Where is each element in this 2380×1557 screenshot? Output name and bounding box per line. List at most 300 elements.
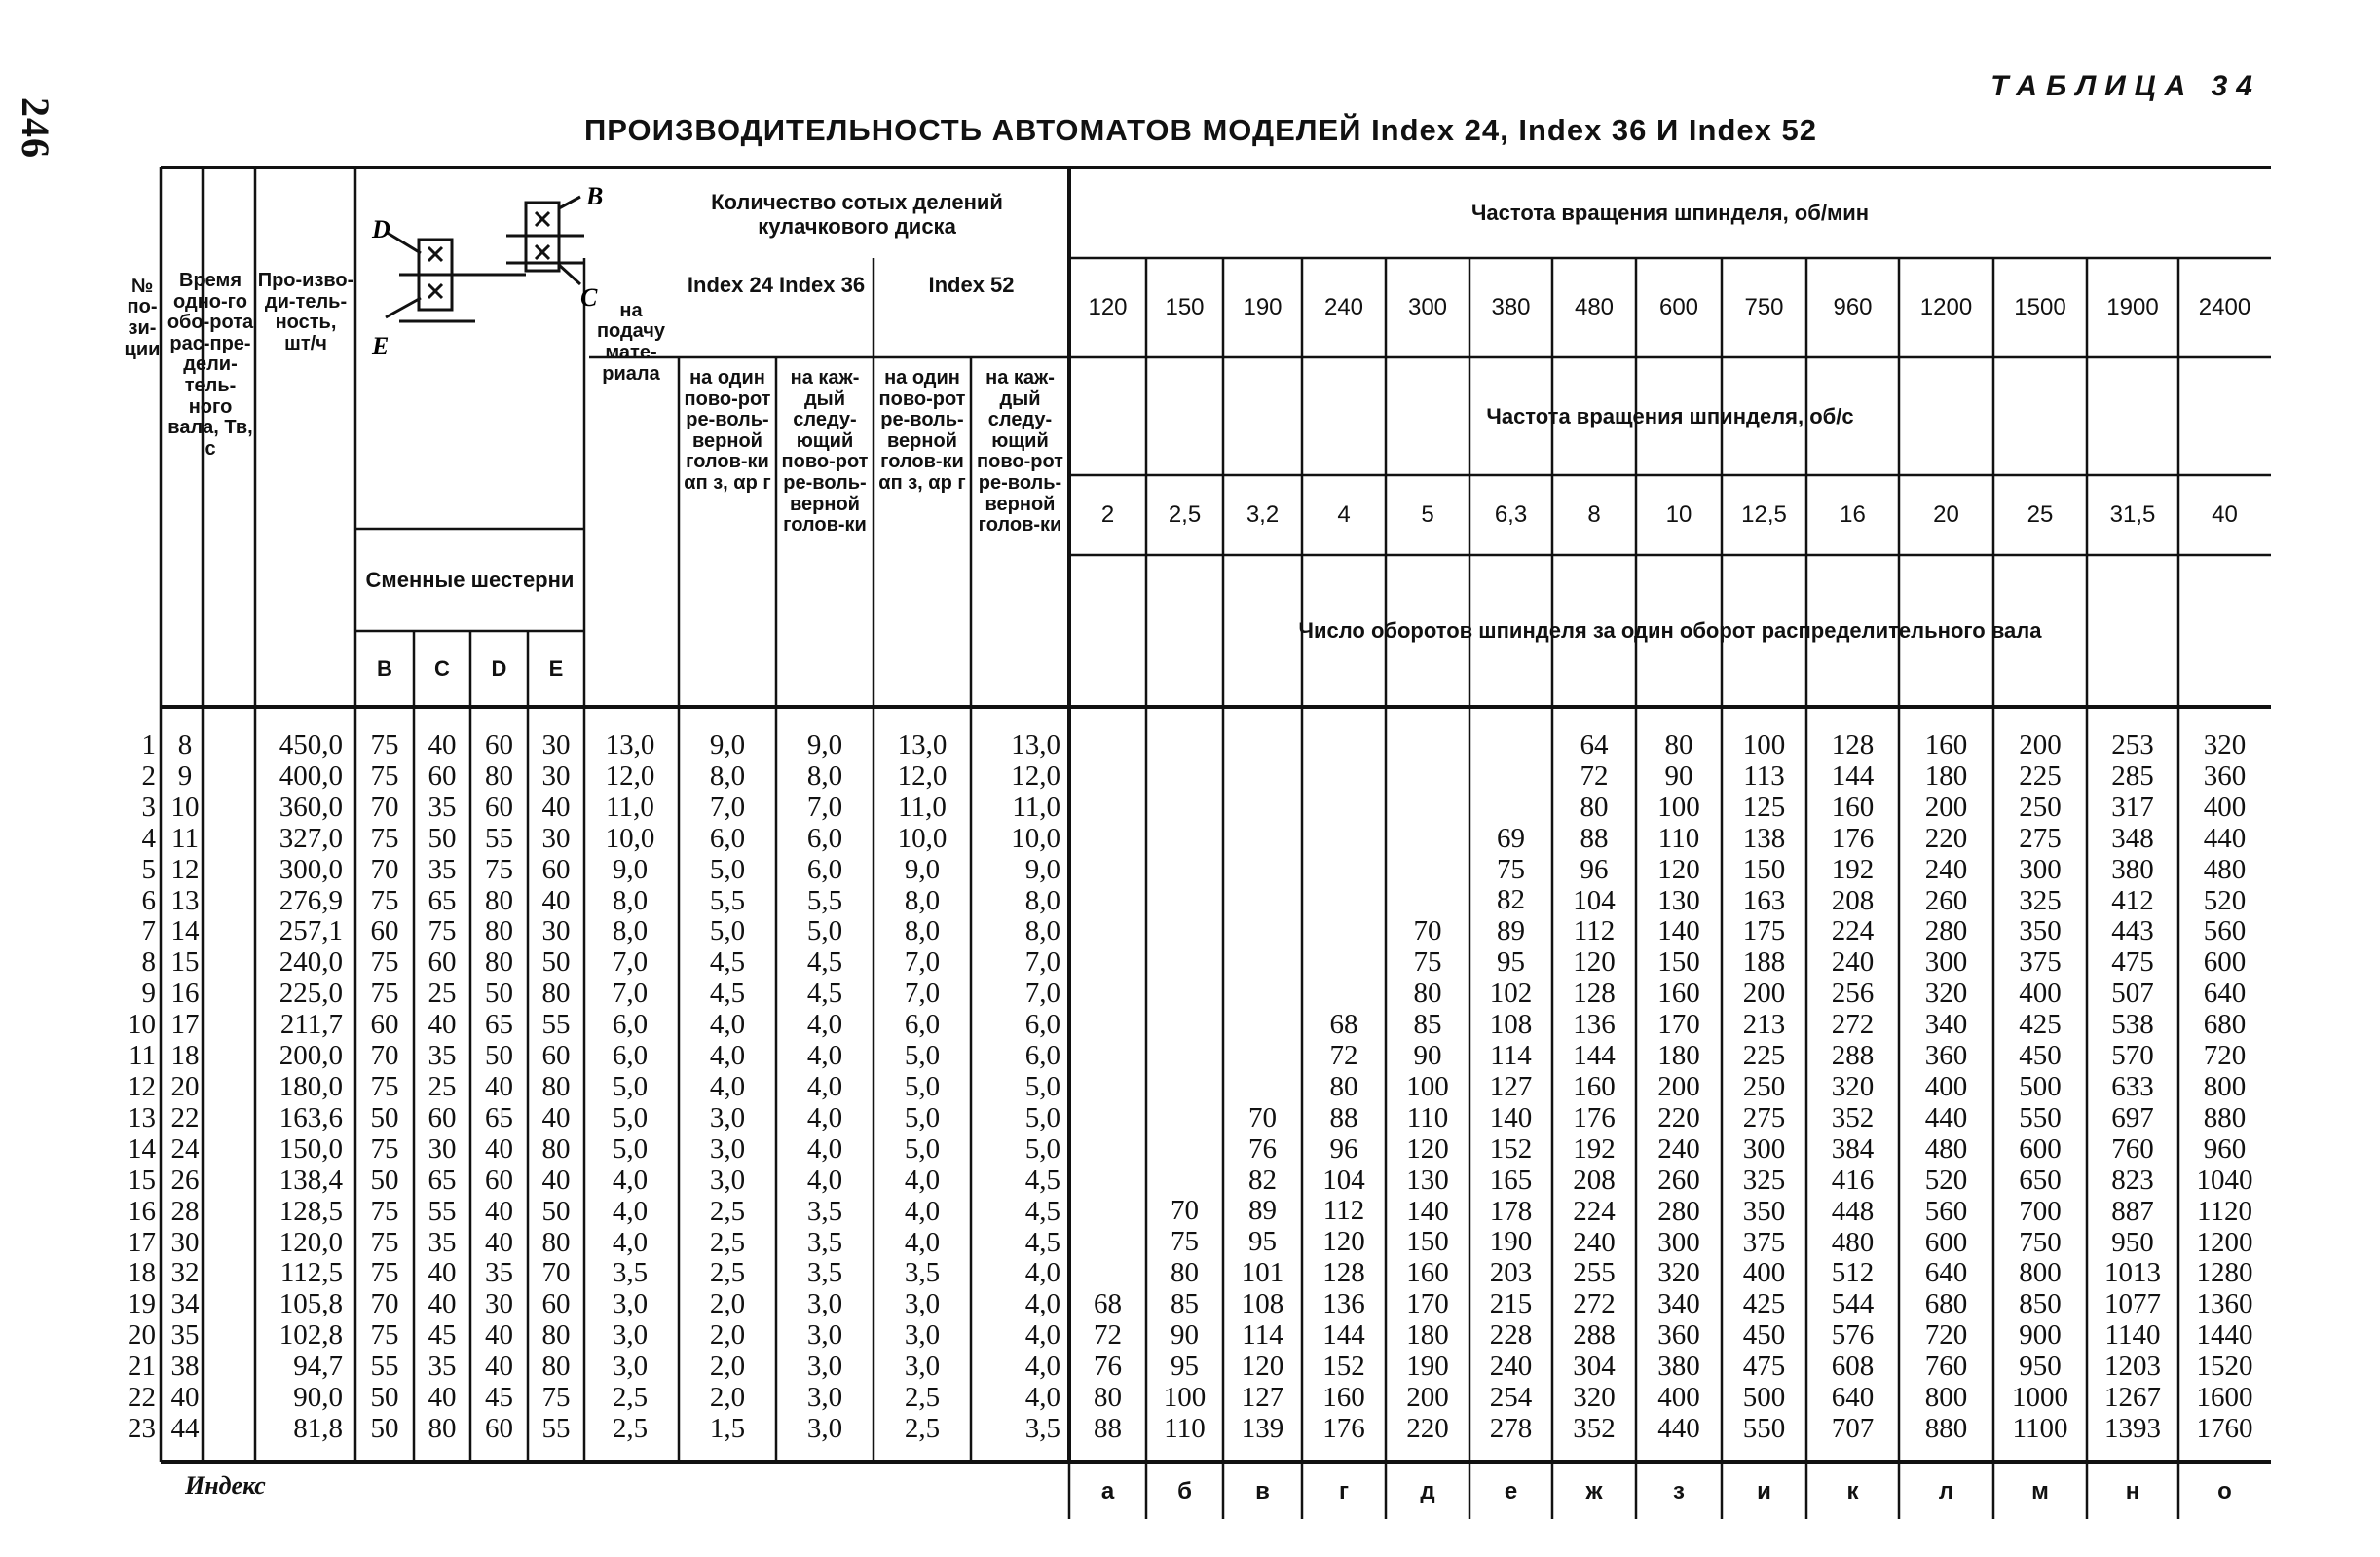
table-cell: 3,5 — [904, 1257, 941, 1289]
table-cell: 40 — [541, 1164, 571, 1196]
table-cell: 128 — [1573, 978, 1616, 1010]
header-speed-rpm: Частота вращения шпинделя, об/мин — [1470, 200, 1870, 225]
table-cell: 68 — [1329, 1009, 1358, 1041]
table-cell: 80 — [541, 1226, 571, 1258]
table-cell: 75 — [1497, 853, 1525, 885]
table-cell: 480 — [2203, 853, 2247, 885]
table-cell: 30 — [428, 1132, 457, 1165]
table-cell: 2,5 — [709, 1226, 746, 1258]
table-cell: 900 — [2019, 1319, 2062, 1352]
table-cell: 300 — [1742, 1132, 1786, 1165]
table-cell: 1267 — [2104, 1382, 2161, 1414]
table-cell: 65 — [428, 1164, 457, 1196]
table-cell: 9,0 — [709, 729, 746, 760]
col-gear-d — [472, 730, 526, 1445]
table-cell: 5,0 — [612, 1101, 649, 1133]
col-next-turn-24 — [778, 730, 872, 1445]
table-cell: 35 — [170, 1319, 200, 1352]
table-cell: 5,0 — [904, 1040, 941, 1072]
table-cell: 13,0 — [605, 729, 655, 760]
table-cell: 1077 — [2104, 1288, 2161, 1320]
table-cell: 3,0 — [806, 1351, 843, 1383]
table-cell: 50 — [370, 1382, 399, 1414]
table-cell: 75 — [370, 946, 399, 979]
table-cell: 3,0 — [709, 1132, 746, 1165]
col-turns-б — [1146, 730, 1223, 1445]
table-cell: 100 — [1657, 791, 1700, 823]
table-cell: 60 — [485, 1164, 513, 1196]
rpm-cell: 1200 — [1919, 294, 1973, 321]
table-cell: 70 — [1248, 1101, 1277, 1133]
table-cell: 450 — [2019, 1040, 2062, 1072]
header-first-turn-52: на один пово-рот ре-воль-верной голов-ки αп з, αр г — [878, 367, 966, 494]
rps-cell: 16 — [1840, 501, 1866, 529]
table-cell: 3,0 — [612, 1351, 649, 1383]
table-cell: 120,0 — [279, 1226, 343, 1258]
table-cell: 203 — [1489, 1257, 1533, 1289]
table-cell: 240,0 — [279, 946, 343, 979]
table-cell: 7,0 — [1024, 946, 1060, 979]
table-cell: 5,0 — [709, 915, 746, 947]
table-cell: 4,5 — [709, 946, 746, 979]
table-cell: 65 — [428, 884, 457, 916]
table-cell: 138 — [1742, 822, 1786, 854]
table-cell: 880 — [2203, 1101, 2247, 1133]
col-first-turn-24 — [681, 730, 774, 1445]
table-cell: 14 — [128, 1132, 156, 1165]
table-cell: 9 — [177, 760, 193, 792]
table-cell: 114 — [1242, 1319, 1283, 1352]
table-cell: 21 — [128, 1351, 156, 1383]
table-cell: 13 — [128, 1101, 156, 1133]
rps-cell: 5 — [1421, 501, 1434, 529]
table-cell: 75 — [485, 853, 513, 885]
table-cell: 220 — [1657, 1101, 1700, 1133]
table-cell: 352 — [1831, 1101, 1875, 1133]
table-cell: 35 — [428, 1351, 457, 1383]
table-cell: 50 — [485, 1040, 513, 1072]
table-cell: 3,0 — [806, 1288, 843, 1320]
table-cell: 5,0 — [612, 1070, 649, 1102]
table-cell: 35 — [428, 1040, 457, 1072]
table-cell: 720 — [2203, 1040, 2247, 1072]
table-cell: 240 — [1924, 853, 1968, 885]
table-cell: 68 — [1094, 1288, 1122, 1320]
col-turns-д — [1386, 730, 1469, 1445]
table-cell: 200 — [1924, 791, 1968, 823]
table-cell: 80 — [541, 978, 571, 1010]
header-gears: Сменные шестерни — [365, 567, 575, 592]
table-cell: 317 — [2111, 791, 2154, 823]
header-spindle-turns: Число оборотов шпинделя за один оборот распределительного вала — [1298, 618, 2042, 644]
table-cell: 1013 — [2104, 1257, 2161, 1289]
table-cell: 75 — [370, 1132, 399, 1165]
table-cell: 144 — [1573, 1040, 1616, 1072]
table-cell: 11 — [129, 1040, 156, 1072]
table-cell: 300,0 — [279, 853, 343, 885]
table-cell: 45 — [428, 1319, 457, 1352]
index-letter: л — [1938, 1478, 1954, 1505]
table-cell: 4,0 — [1024, 1288, 1060, 1320]
table-cell: 375 — [1742, 1226, 1786, 1258]
table-cell: 40 — [485, 1351, 513, 1383]
table-cell: 140 — [1489, 1101, 1533, 1133]
table-cell: 10,0 — [1011, 822, 1060, 854]
table-cell: 160 — [1657, 978, 1700, 1010]
table-cell: 272 — [1573, 1288, 1616, 1320]
table-cell: 800 — [2203, 1070, 2247, 1102]
table-cell: 60 — [541, 1288, 571, 1320]
table-cell: 707 — [1831, 1412, 1875, 1444]
table-cell: 3,0 — [806, 1382, 843, 1414]
table-cell: 50 — [428, 822, 457, 854]
table-cell: 30 — [541, 915, 571, 947]
table-cell: 50 — [485, 978, 513, 1010]
table-cell: 82 — [1248, 1164, 1277, 1196]
table-cell: 325 — [1742, 1164, 1786, 1196]
table-cell: 113 — [1743, 760, 1785, 792]
table-cell: 95 — [1497, 946, 1525, 979]
table-cell: 160 — [1831, 791, 1875, 823]
table-cell: 400 — [2203, 791, 2247, 823]
table-cell: 170 — [1406, 1288, 1449, 1320]
table-cell: 30 — [541, 729, 571, 760]
table-cell: 4,5 — [1024, 1195, 1060, 1227]
table-cell: 18 — [128, 1257, 156, 1289]
table-cell: 570 — [2111, 1040, 2154, 1072]
table-cell: 325 — [2019, 884, 2062, 916]
index-letter: о — [2217, 1478, 2232, 1505]
table-cell: 4,0 — [612, 1195, 649, 1227]
header-index-52: Index 52 — [928, 273, 1015, 297]
rps-cell: 10 — [1665, 501, 1692, 529]
table-cell: 112 — [1573, 915, 1616, 947]
table-cell: 165 — [1489, 1164, 1533, 1196]
table-cell: 128 — [1322, 1257, 1365, 1289]
table-cell: 200 — [1406, 1381, 1449, 1413]
table-cell: 440 — [2203, 822, 2247, 854]
table-cell: 4,5 — [1024, 1226, 1060, 1258]
table-cell: 425 — [2019, 1009, 2062, 1041]
table-cell: 200 — [1657, 1070, 1700, 1102]
table-cell: 6 — [141, 884, 156, 916]
table-cell: 512 — [1831, 1257, 1875, 1289]
table-cell: 80 — [1171, 1257, 1199, 1289]
table-cell: 80 — [541, 1319, 571, 1352]
table-cell: 69 — [1497, 822, 1525, 854]
table-cell: 400 — [2019, 978, 2062, 1010]
table-cell: 7 — [141, 915, 156, 947]
table-cell: 75 — [428, 915, 457, 947]
table-cell: 75 — [370, 760, 399, 792]
rps-cell: 3,2 — [1246, 501, 1280, 529]
table-cell: 30 — [170, 1226, 200, 1258]
header-position-no: № по-зи-ции — [124, 275, 161, 360]
table-cell: 140 — [1657, 915, 1700, 947]
table-cell: 5,0 — [1024, 1070, 1060, 1102]
header-gear-e: E — [548, 656, 564, 682]
table-cell: 75 — [541, 1382, 571, 1414]
table-cell: 4 — [141, 822, 156, 854]
table-cell: 200,0 — [279, 1040, 343, 1072]
table-cell: 4,5 — [806, 978, 843, 1010]
table-cell: 60 — [485, 729, 513, 760]
table-cell: 60 — [370, 915, 399, 947]
table-cell: 3,5 — [806, 1195, 843, 1227]
table-cell: 280 — [1924, 915, 1968, 947]
table-cell: 440 — [1924, 1101, 1968, 1133]
table-cell: 163 — [1742, 884, 1786, 916]
col-turns-з — [1636, 730, 1722, 1445]
table-cell: 2 — [141, 760, 156, 792]
table-cell: 5,0 — [904, 1132, 941, 1165]
table-cell: 170 — [1657, 1009, 1700, 1041]
table-cell: 4,0 — [806, 1009, 843, 1041]
table-cell: 4,5 — [709, 978, 746, 1010]
index-letter: а — [1100, 1478, 1115, 1505]
index-letter: н — [2125, 1478, 2140, 1505]
table-cell: 40 — [485, 1319, 513, 1352]
table-cell: 60 — [485, 791, 513, 823]
table-cell: 208 — [1573, 1164, 1616, 1196]
table-cell: 9,0 — [612, 853, 649, 885]
table-cell: 352 — [1573, 1412, 1616, 1444]
table-cell: 3,5 — [612, 1257, 649, 1289]
page-title: ПРОИЗВОДИТЕЛЬНОСТЬ АВТОМАТОВ МОДЕЛЕЙ Index 24, Index 36 И Index 52 — [584, 113, 1817, 147]
table-cell: 180,0 — [279, 1070, 343, 1102]
table-cell: 384 — [1831, 1132, 1875, 1165]
table-cell: 60 — [428, 946, 457, 979]
index-letter: к — [1846, 1478, 1859, 1505]
header-speed-rps: Частота вращения шпинделя, об/с — [1486, 403, 1854, 428]
rpm-cell: 120 — [1088, 294, 1128, 321]
col-turns-и — [1722, 730, 1806, 1445]
table-cell: 16 — [128, 1195, 156, 1227]
table-cell: 887 — [2111, 1195, 2154, 1227]
table-cell: 18 — [170, 1040, 200, 1072]
table-cell: 700 — [2019, 1195, 2062, 1227]
table-cell: 1040 — [2196, 1164, 2253, 1196]
table-cell: 16 — [170, 978, 200, 1010]
table-cell: 100 — [1163, 1381, 1207, 1413]
table-cell: 3,0 — [709, 1101, 746, 1133]
table-cell: 136 — [1573, 1009, 1616, 1041]
table-cell: 19 — [128, 1288, 156, 1320]
table-cell: 35 — [428, 853, 457, 885]
table-cell: 4,0 — [709, 1009, 746, 1041]
table-cell: 11 — [171, 822, 199, 854]
table-cell: 80 — [541, 1351, 571, 1383]
rps-cell: 2 — [1100, 501, 1115, 529]
col-turns-ж — [1552, 730, 1636, 1445]
table-cell: 180 — [1406, 1319, 1449, 1352]
col-turns-а — [1069, 730, 1146, 1445]
table-cell: 750 — [2019, 1226, 2062, 1258]
table-cell: 7,0 — [1024, 978, 1060, 1010]
table-cell: 360 — [1924, 1040, 1968, 1072]
table-cell: 680 — [2203, 1009, 2247, 1041]
header-gear-c: C — [434, 656, 450, 682]
table-cell: 12 — [170, 853, 200, 885]
table-cell: 40 — [541, 1101, 571, 1133]
table-cell: 160 — [1322, 1381, 1365, 1413]
table-cell: 327,0 — [279, 822, 343, 854]
table-cell: 15 — [128, 1164, 156, 1196]
table-cell: 800 — [1924, 1382, 1968, 1414]
table-cell: 55 — [541, 1412, 571, 1444]
table-cell: 4,0 — [612, 1164, 649, 1196]
table-cell: 8,0 — [806, 760, 843, 792]
table-cell: 22 — [170, 1101, 200, 1133]
index-letter: г — [1339, 1478, 1349, 1505]
table-cell: 12,0 — [897, 760, 948, 792]
table-cell: 152 — [1489, 1132, 1533, 1165]
table-cell: 4,0 — [709, 1070, 746, 1102]
table-cell: 2,0 — [709, 1382, 746, 1414]
rpm-cell: 960 — [1833, 294, 1873, 321]
table-cell: 40 — [428, 1382, 457, 1414]
table-cell: 85 — [1171, 1288, 1199, 1320]
table-cell: 4,0 — [1024, 1319, 1060, 1352]
table-cell: 360 — [2203, 760, 2247, 792]
table-cell: 104 — [1573, 884, 1616, 916]
table-cell: 55 — [541, 1009, 571, 1041]
diagram-label-b: B — [586, 183, 604, 210]
table-cell: 6,0 — [1024, 1009, 1060, 1041]
table-cell: 105,8 — [279, 1288, 343, 1320]
table-cell: 112,5 — [279, 1257, 343, 1289]
table-cell: 14 — [170, 915, 200, 947]
table-cell: 80 — [485, 760, 513, 792]
table-cell: 75 — [370, 1226, 399, 1258]
table-cell: 225 — [1742, 1040, 1786, 1072]
table-cell: 7,0 — [904, 978, 941, 1010]
table-cell: 9,0 — [1024, 853, 1060, 885]
col-cycle-time — [166, 730, 205, 1445]
table-cell: 6,0 — [612, 1009, 649, 1041]
table-cell: 4,0 — [709, 1040, 746, 1072]
table-cell: 8,0 — [1024, 884, 1060, 916]
table-cell: 8 — [141, 946, 156, 979]
table-cell: 32 — [170, 1257, 200, 1289]
table-cell: 17 — [128, 1226, 156, 1258]
table-cell: 175 — [1742, 915, 1786, 947]
table-cell: 480 — [1924, 1132, 1968, 1165]
table-cell: 11,0 — [1012, 791, 1060, 823]
table-cell: 4,0 — [1024, 1351, 1060, 1383]
table-cell: 256 — [1831, 978, 1875, 1010]
table-cell: 150,0 — [279, 1132, 343, 1165]
table-cell: 55 — [428, 1195, 457, 1227]
table-cell: 40 — [541, 791, 571, 823]
rpm-cell: 750 — [1744, 294, 1784, 321]
table-cell: 2,5 — [612, 1382, 649, 1414]
table-cell: 320 — [1924, 978, 1968, 1010]
table-cell: 5,0 — [709, 853, 746, 885]
table-cell: 80 — [485, 946, 513, 979]
table-cell: 340 — [1924, 1009, 1968, 1041]
rps-cell: 12,5 — [1741, 501, 1787, 529]
rpm-cell: 2400 — [2198, 294, 2251, 321]
table-cell: 550 — [1742, 1412, 1786, 1444]
table-cell: 400 — [1924, 1070, 1968, 1102]
header-index-24-36: Index 24 Index 36 — [687, 273, 866, 297]
table-cell: 101 — [1241, 1257, 1284, 1289]
table-cell: 80 — [485, 915, 513, 947]
table-cell: 17 — [170, 1009, 200, 1041]
table-cell: 80 — [541, 1070, 571, 1102]
table-cell: 208 — [1831, 884, 1875, 916]
table-cell: 110 — [1406, 1101, 1449, 1133]
table-cell: 176 — [1573, 1101, 1616, 1133]
table-cell: 450 — [1742, 1319, 1786, 1352]
table-cell: 320 — [2203, 729, 2247, 760]
table-cell: 96 — [1580, 853, 1609, 885]
col-gear-c — [416, 730, 468, 1445]
table-cell: 224 — [1573, 1195, 1616, 1227]
table-cell: 82 — [1497, 884, 1525, 916]
table-cell: 10 — [128, 1009, 156, 1041]
table-cell: 30 — [485, 1288, 513, 1320]
table-cell: 4,0 — [904, 1226, 941, 1258]
col-productivity — [257, 730, 343, 1445]
table-cell: 102 — [1489, 978, 1533, 1010]
table-cell: 176 — [1831, 822, 1875, 854]
table-cell: 1,5 — [709, 1412, 746, 1444]
table-cell: 4,0 — [612, 1226, 649, 1258]
table-cell: 200 — [2019, 729, 2062, 760]
col-turns-г — [1302, 730, 1386, 1445]
table-cell: 35 — [428, 1226, 457, 1258]
header-first-turn-24: на один пово-рот ре-воль-верной голов-ки αп з, αр г — [684, 367, 771, 494]
table-cell: 360 — [1657, 1319, 1700, 1352]
table-cell: 80 — [428, 1412, 457, 1444]
table-cell: 40 — [428, 1257, 457, 1289]
table-cell: 128 — [1831, 729, 1875, 760]
table-cell: 5,5 — [709, 884, 746, 916]
table-cell: 20 — [128, 1319, 156, 1352]
table-cell: 26 — [170, 1164, 200, 1196]
table-cell: 11,0 — [898, 791, 947, 823]
table-cell: 255 — [1573, 1257, 1616, 1289]
table-cell: 608 — [1831, 1351, 1875, 1383]
table-cell: 400 — [1742, 1257, 1786, 1289]
table-cell: 80 — [1580, 791, 1609, 823]
table-cell: 192 — [1831, 853, 1875, 885]
table-cell: 200 — [1742, 978, 1786, 1010]
table-cell: 7,0 — [806, 791, 843, 823]
table-cell: 94,7 — [293, 1351, 343, 1383]
table-cell: 1360 — [2196, 1288, 2253, 1320]
table-cell: 5,0 — [806, 915, 843, 947]
rpm-cell: 300 — [1407, 294, 1448, 321]
table-cell: 412 — [2111, 884, 2154, 916]
rpm-cell: 190 — [1243, 294, 1283, 321]
table-cell: 800 — [2019, 1257, 2062, 1289]
table-cell: 2,0 — [709, 1288, 746, 1320]
table-cell: 3,0 — [806, 1412, 843, 1444]
table-cell: 160 — [1924, 729, 1968, 760]
table-cell: 5,0 — [904, 1070, 941, 1102]
table-cell: 50 — [541, 1195, 571, 1227]
table-cell: 300 — [1657, 1226, 1700, 1258]
table-cell: 13,0 — [1011, 729, 1060, 760]
table-cell: 60 — [428, 760, 457, 792]
table-cell: 55 — [485, 822, 513, 854]
table-cell: 4,0 — [806, 1040, 843, 1072]
table-cell: 24 — [170, 1132, 200, 1165]
table-cell: 760 — [1924, 1351, 1968, 1383]
